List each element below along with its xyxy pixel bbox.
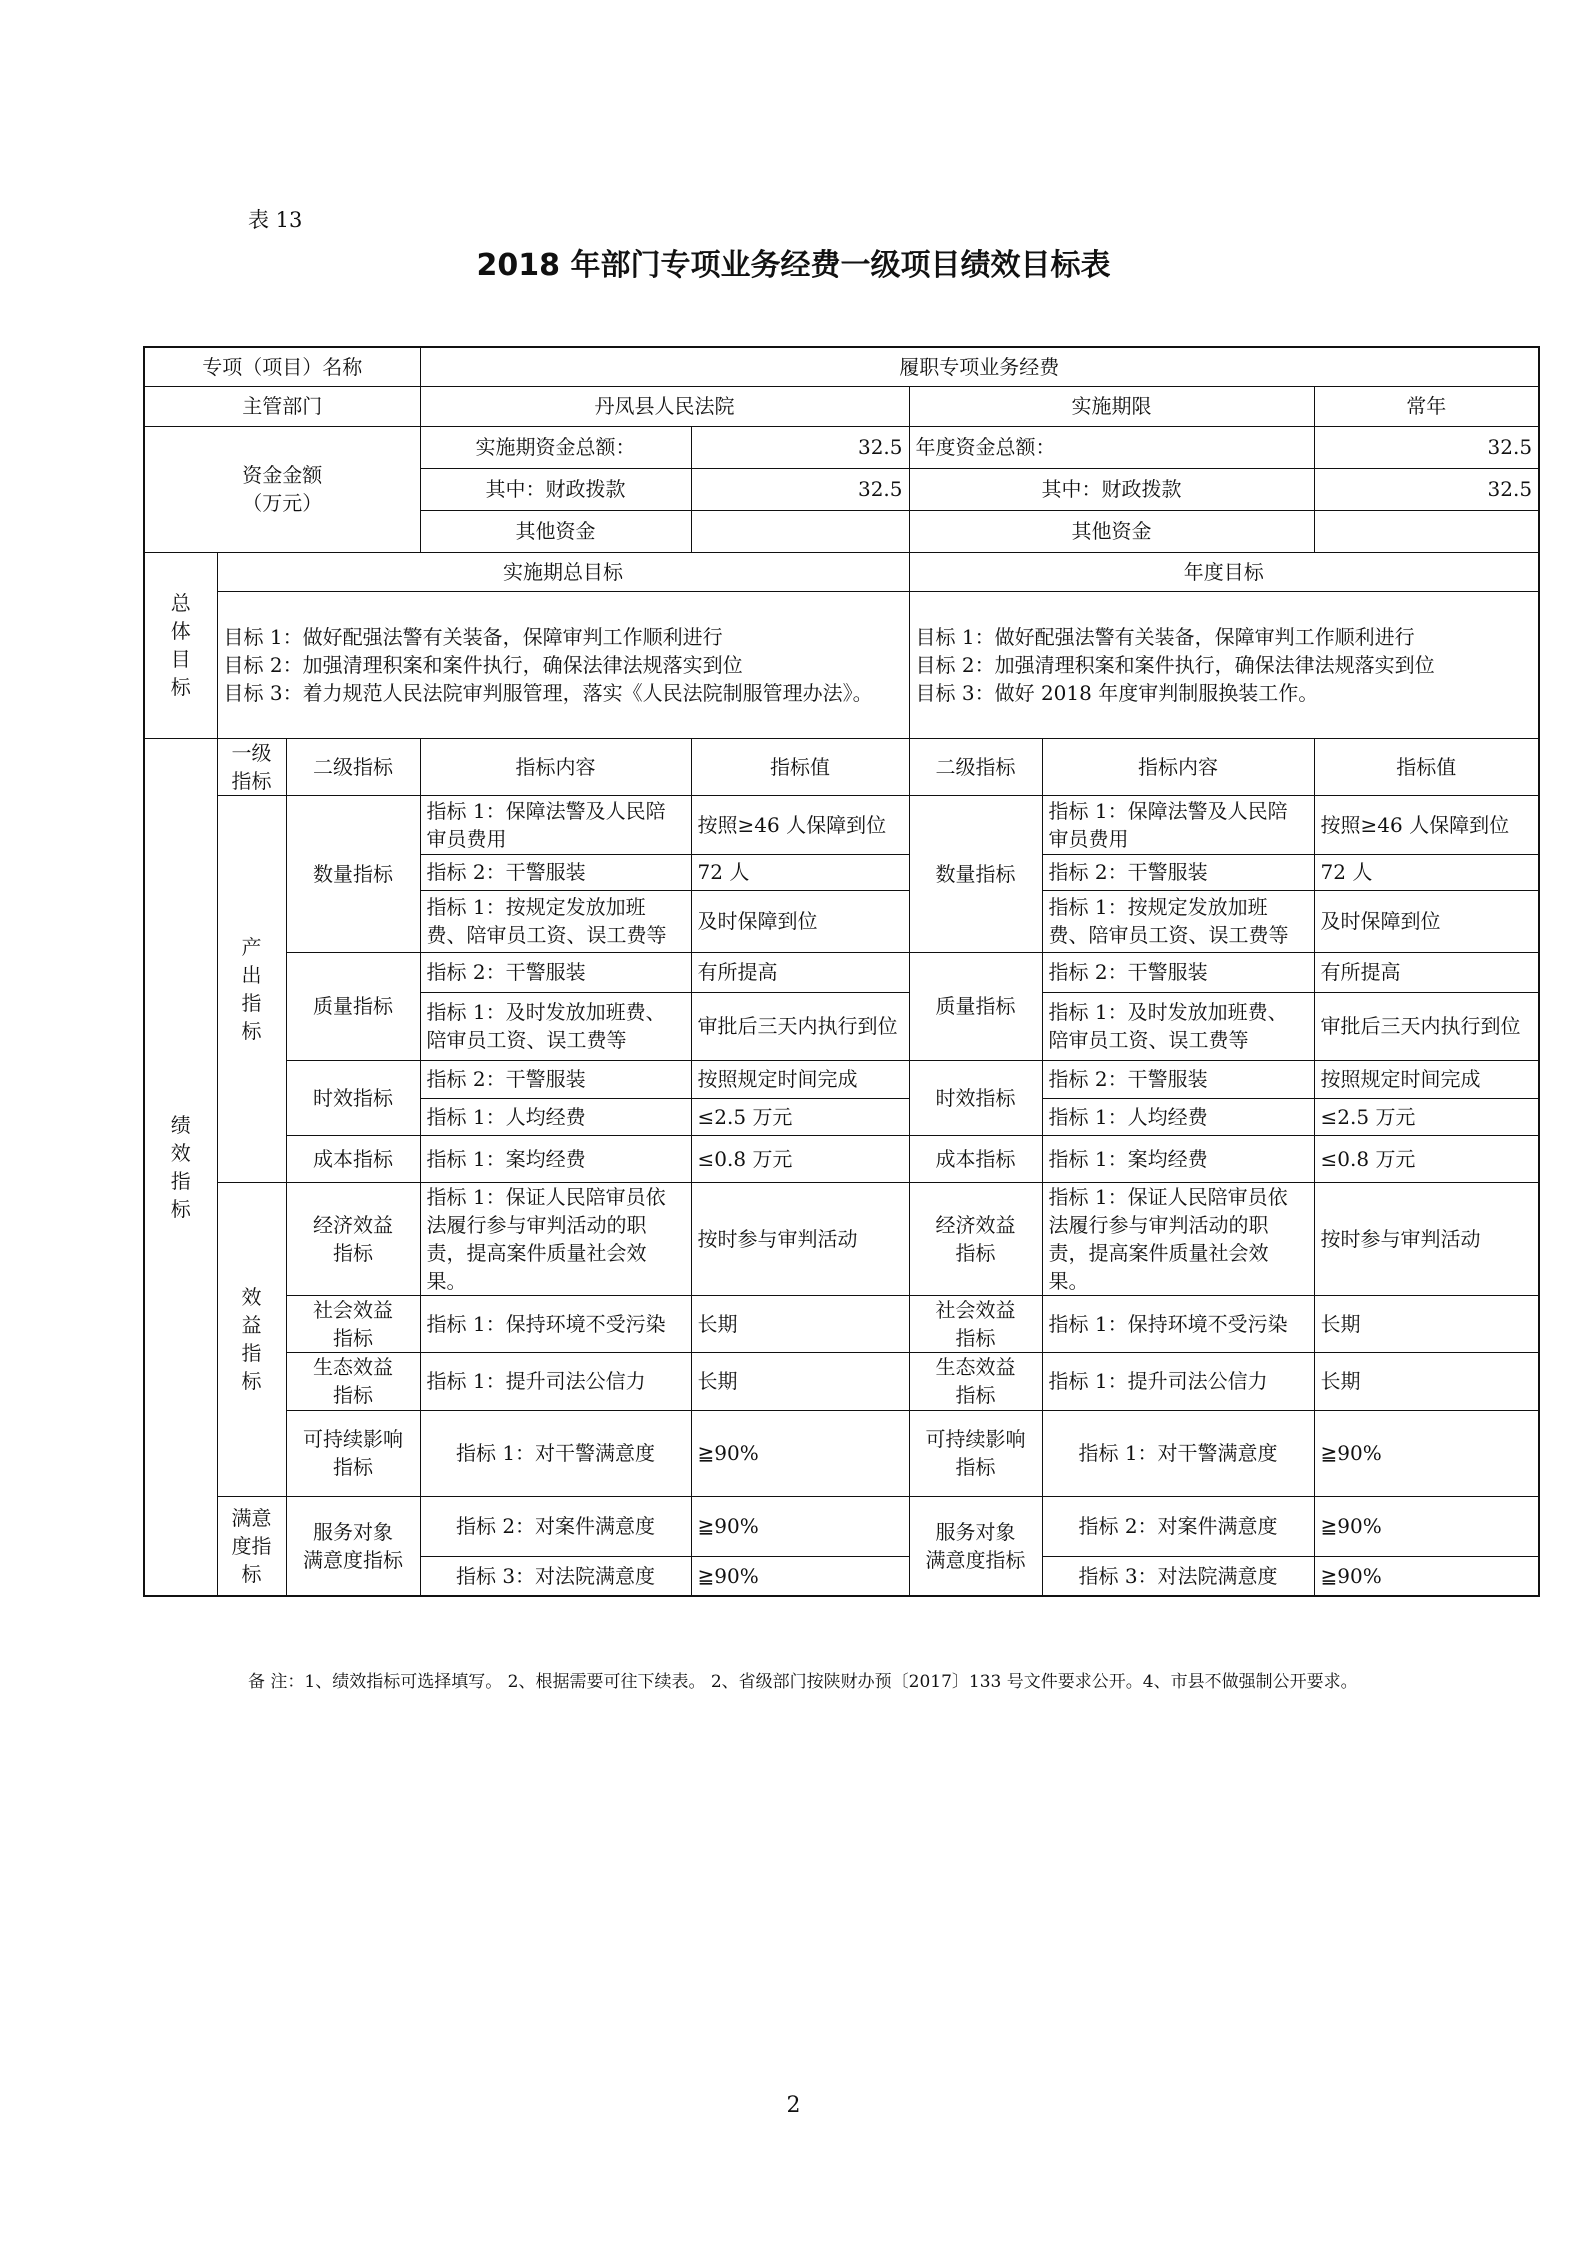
indicator-value-annual: 72 人 — [1314, 854, 1539, 890]
indicator-value-annual: 按时参与审判活动 — [1314, 1182, 1539, 1295]
quality-indicator-label-annual: 质量指标 — [909, 952, 1042, 1060]
indicator-value-annual: 审批后三天内执行到位 — [1314, 992, 1539, 1060]
indicator-value: 有所提高 — [691, 952, 909, 992]
performance-indicators-label: 绩 效 指 标 — [144, 738, 217, 1596]
ecological-indicator-label: 生态效益 指标 — [286, 1352, 420, 1410]
header-level2: 二级指标 — [286, 738, 420, 795]
indicator-content-annual: 指标 1：人均经费 — [1042, 1098, 1314, 1135]
indicator-value: 按照规定时间完成 — [691, 1060, 909, 1098]
service-satisfaction-label-annual: 服务对象 满意度指标 — [909, 1496, 1042, 1596]
indicator-content-annual: 指标 1：保障法警及人民陪审员费用 — [1042, 795, 1314, 854]
annual-total-fund-value: 32.5 — [1314, 426, 1539, 468]
indicator-value: ≤0.8 万元 — [691, 1135, 909, 1182]
indicator-value: ≧90% — [691, 1496, 909, 1556]
performance-target-table — [143, 346, 1540, 1597]
indicator-value: ≧90% — [691, 1410, 909, 1496]
indicator-content-annual: 指标 1：提升司法公信力 — [1042, 1352, 1314, 1410]
benefit-indicators-label: 效 益 指 标 — [217, 1182, 286, 1496]
service-satisfaction-label: 服务对象 满意度指标 — [286, 1496, 420, 1596]
footnote: 备 注：1、绩效指标可选择填写。 2、根据需要可往下续表。 2、省级部门按陕财办预〔2017〕133 号文件要求公开。4、市县不做强制公开要求。 — [248, 1672, 1358, 1692]
output-indicators-label: 产 出 指 标 — [217, 795, 286, 1182]
indicator-value: 72 人 — [691, 854, 909, 890]
table-label: 表 13 — [248, 208, 303, 232]
page-number: 2 — [786, 2093, 801, 2118]
period-goal-text: 目标 1：做好配强法警有关装备，保障审判工作顺利进行 目标 2：加强清理积案和案件执行，确保法律法规落实到位 目标 3：着力规范人民法院审判服管理，落实《人民法院制服管理办法》。 — [217, 591, 909, 738]
indicator-value: 长期 — [691, 1295, 909, 1352]
indicator-content-annual: 指标 1：案均经费 — [1042, 1135, 1314, 1182]
annual-fiscal-fund-value: 32.5 — [1314, 468, 1539, 510]
indicator-value-annual: ≧90% — [1314, 1556, 1539, 1596]
indicator-content: 指标 1：保证人民陪审员依法履行参与审判活动的职责，提高案件质量社会效果。 — [420, 1182, 691, 1295]
indicator-content-annual: 指标 1：保持环境不受污染 — [1042, 1295, 1314, 1352]
indicator-value-annual: 按照规定时间完成 — [1314, 1060, 1539, 1098]
indicator-content: 指标 1：保障法警及人民陪审员费用 — [420, 795, 691, 854]
indicator-value: 按照≥46 人保障到位 — [691, 795, 909, 854]
period-label: 实施期限 — [909, 386, 1314, 426]
indicator-value: ≤2.5 万元 — [691, 1098, 909, 1135]
social-indicator-label-annual: 社会效益 指标 — [909, 1295, 1042, 1352]
indicator-value-annual: ≤0.8 万元 — [1314, 1135, 1539, 1182]
indicator-content: 指标 2：干警服装 — [420, 952, 691, 992]
header-level1: 一级 指标 — [217, 738, 286, 795]
ecological-indicator-label-annual: 生态效益 指标 — [909, 1352, 1042, 1410]
cost-indicator-label: 成本指标 — [286, 1135, 420, 1182]
header-content-annual: 指标内容 — [1042, 738, 1314, 795]
annual-fiscal-fund-label: 其中：财政拨款 — [909, 468, 1314, 510]
indicator-value: 长期 — [691, 1352, 909, 1410]
header-value: 指标值 — [691, 738, 909, 795]
overall-goals-label: 总 体 目 标 — [144, 552, 217, 738]
indicator-content: 指标 2：对案件满意度 — [420, 1496, 691, 1556]
indicator-content: 指标 1：及时发放加班费、陪审员工资、误工费等 — [420, 992, 691, 1060]
indicator-content: 指标 1：人均经费 — [420, 1098, 691, 1135]
economic-indicator-label: 经济效益 指标 — [286, 1182, 420, 1295]
indicator-value: 按时参与审判活动 — [691, 1182, 909, 1295]
header-content: 指标内容 — [420, 738, 691, 795]
header-value-annual: 指标值 — [1314, 738, 1539, 795]
period-goal-header: 实施期总目标 — [217, 552, 909, 591]
indicator-content: 指标 2：干警服装 — [420, 1060, 691, 1098]
indicator-content: 指标 2：干警服装 — [420, 854, 691, 890]
quantity-indicator-label-annual: 数量指标 — [909, 795, 1042, 952]
sustainable-indicator-label-annual: 可持续影响 指标 — [909, 1410, 1042, 1496]
indicator-value-annual: 及时保障到位 — [1314, 890, 1539, 952]
total-fund-label: 实施期资金总额： — [420, 426, 691, 468]
dept-value: 丹凤县人民法院 — [420, 386, 909, 426]
other-fund-value — [691, 510, 909, 552]
indicator-content-annual: 指标 1：保证人民陪审员依法履行参与审判活动的职责，提高案件质量社会效果。 — [1042, 1182, 1314, 1295]
fiscal-fund-label: 其中：财政拨款 — [420, 468, 691, 510]
indicator-content-annual: 指标 1：按规定发放加班费、陪审员工资、误工费等 — [1042, 890, 1314, 952]
timeliness-indicator-label-annual: 时效指标 — [909, 1060, 1042, 1135]
indicator-content: 指标 1：保持环境不受污染 — [420, 1295, 691, 1352]
header-level2-annual: 二级指标 — [909, 738, 1042, 795]
fund-amount-label: 资金金额 （万元） — [144, 426, 420, 552]
quantity-indicator-label: 数量指标 — [286, 795, 420, 952]
indicator-content: 指标 1：案均经费 — [420, 1135, 691, 1182]
annual-total-fund-label: 年度资金总额： — [909, 426, 1314, 468]
indicator-value: 审批后三天内执行到位 — [691, 992, 909, 1060]
quality-indicator-label: 质量指标 — [286, 952, 420, 1060]
satisfaction-indicators-label: 满意 度指 标 — [217, 1496, 286, 1596]
indicator-value: ≧90% — [691, 1556, 909, 1596]
annual-other-fund-value — [1314, 510, 1539, 552]
fiscal-fund-value: 32.5 — [691, 468, 909, 510]
dept-label: 主管部门 — [144, 386, 420, 426]
indicator-value-annual: 长期 — [1314, 1295, 1539, 1352]
indicator-value: 及时保障到位 — [691, 890, 909, 952]
social-indicator-label: 社会效益 指标 — [286, 1295, 420, 1352]
total-fund-value: 32.5 — [691, 426, 909, 468]
indicator-value-annual: 按照≥46 人保障到位 — [1314, 795, 1539, 854]
indicator-content-annual: 指标 1：及时发放加班费、陪审员工资、误工费等 — [1042, 992, 1314, 1060]
economic-indicator-label-annual: 经济效益 指标 — [909, 1182, 1042, 1295]
indicator-content: 指标 3：对法院满意度 — [420, 1556, 691, 1596]
cost-indicator-label-annual: 成本指标 — [909, 1135, 1042, 1182]
indicator-value-annual: ≧90% — [1314, 1496, 1539, 1556]
indicator-value-annual: ≤2.5 万元 — [1314, 1098, 1539, 1135]
indicator-content: 指标 1：对干警满意度 — [420, 1410, 691, 1496]
annual-goal-text: 目标 1：做好配强法警有关装备，保障审判工作顺利进行 目标 2：加强清理积案和案件执行，确保法律法规落实到位 目标 3：做好 2018 年度审判制服换装工作。 — [909, 591, 1539, 738]
annual-other-fund-label: 其他资金 — [909, 510, 1314, 552]
indicator-value-annual: 长期 — [1314, 1352, 1539, 1410]
indicator-content-annual: 指标 2：干警服装 — [1042, 854, 1314, 890]
indicator-content-annual: 指标 3：对法院满意度 — [1042, 1556, 1314, 1596]
indicator-content-annual: 指标 2：干警服装 — [1042, 952, 1314, 992]
indicator-value-annual: 有所提高 — [1314, 952, 1539, 992]
annual-goal-header: 年度目标 — [909, 552, 1539, 591]
other-fund-label: 其他资金 — [420, 510, 691, 552]
timeliness-indicator-label: 时效指标 — [286, 1060, 420, 1135]
indicator-content-annual: 指标 2：干警服装 — [1042, 1060, 1314, 1098]
indicator-content: 指标 1：按规定发放加班费、陪审员工资、误工费等 — [420, 890, 691, 952]
indicator-content-annual: 指标 2：对案件满意度 — [1042, 1496, 1314, 1556]
indicator-content-annual: 指标 1：对干警满意度 — [1042, 1410, 1314, 1496]
period-value: 常年 — [1314, 386, 1539, 426]
project-name-label: 专项（项目）名称 — [144, 347, 420, 386]
document-title: 2018 年部门专项业务经费一级项目绩效目标表 — [476, 248, 1111, 283]
project-name-value: 履职专项业务经费 — [420, 347, 1539, 386]
indicator-content: 指标 1：提升司法公信力 — [420, 1352, 691, 1410]
indicator-value-annual: ≧90% — [1314, 1410, 1539, 1496]
sustainable-indicator-label: 可持续影响 指标 — [286, 1410, 420, 1496]
